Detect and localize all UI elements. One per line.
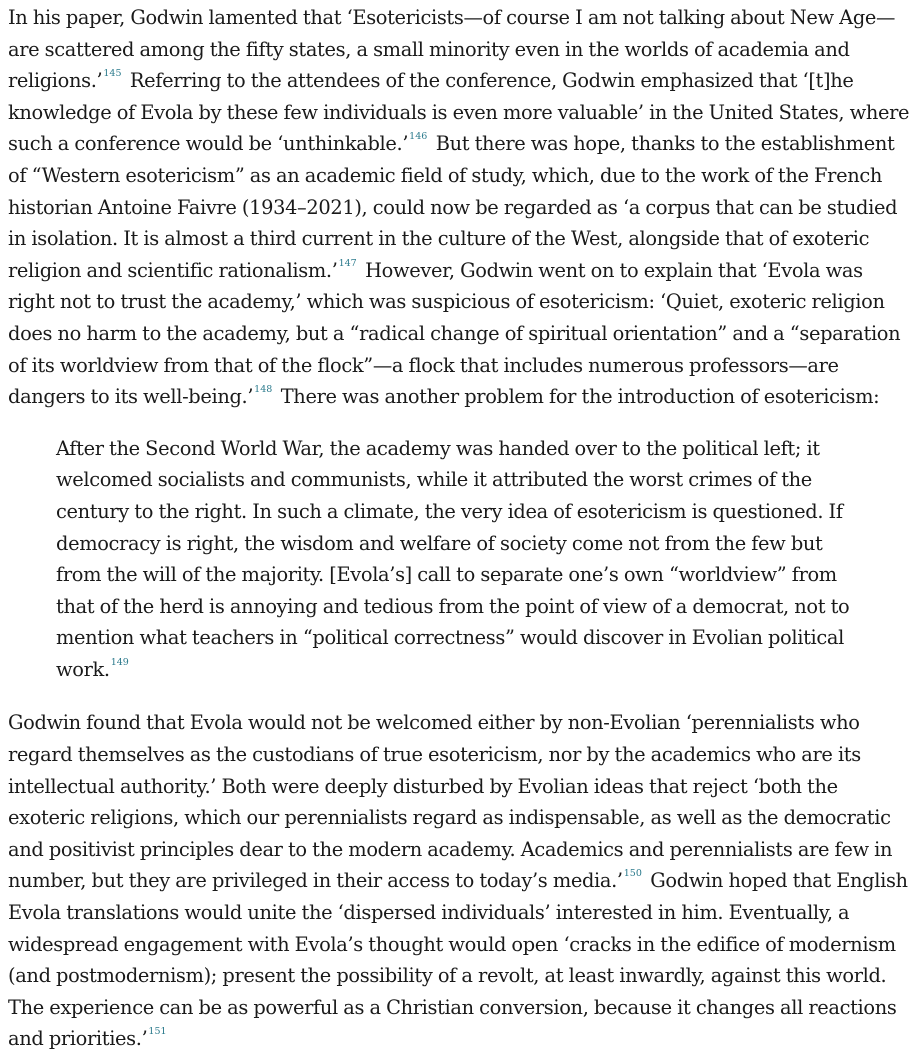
block-quote xyxy=(56,433,852,686)
text-run: In his paper, Godwin lamented that ‘Esotericists—of course I am not talking about New Age—are scattered among the fifty states, a small minority even in the worlds of academia and religions.’ xyxy=(8,6,896,93)
footnote-ref-146[interactable]: 146 xyxy=(409,131,428,143)
footnote-ref-149[interactable]: 149 xyxy=(110,656,129,668)
footnote-ref-148[interactable]: 148 xyxy=(254,384,273,396)
text-run: But there was hope, thanks to the establishment of “Western esotericism” as an academic field of study, which, due to the work of the French historian Antoine Faivre (1934–2021), could now be regarded as ‘a corpus that can be studied in isolation. It is almost a third current in the culture of the West, alongside that of exoteric religion and scientific rationalism.’ xyxy=(8,132,898,282)
text-run: After the Second World War, the academy was handed over to the political left; it welcomed socialists and communists, while it attributed the worst crimes of the century to the right. In such a climate, the very idea of esotericism is questioned. If democracy is right, the wisdom and welfare of society come not from the few but from the will of the majority. [Evola’s] call to separate one’s own “worldview” from that of the herd is annoying and tedious from the point of view of a democrat, not to mention what teachers in “political correctness” would discover in Evolian political work. xyxy=(56,436,850,681)
text-run: Godwin hoped that English Evola translations would unite the ‘dispersed individuals’ interested in him. Eventually, a widespread engagement with Evola’s thought would open ‘cracks in the edifice of modernism (and postmodernism); present the possibility of a revolt, at least inwardly, against this world. The experience can be as powerful as a Christian conversion, because it changes all reactions and priorities.’ xyxy=(8,869,908,1051)
paragraph-closing xyxy=(8,707,912,1055)
text-run: However, Godwin went on to explain that ‘Evola was right not to trust the academy,’ which was suspicious of esotericism: ‘Quiet, exoteric religion does no harm to the academy, but a “radical change of spiritual orientation” and a “separation of its worldview from that of the flock”—a flock that includes numerous professors—are dangers to its well-being.’ xyxy=(8,258,901,409)
footnote-ref-151[interactable]: 151 xyxy=(148,1026,167,1038)
footnote-ref-147[interactable]: 147 xyxy=(338,257,357,269)
paragraph-intro xyxy=(8,0,912,413)
text-run: There was another problem for the introduction of esotericism: xyxy=(275,385,880,409)
text-run: Godwin found that Evola would not be welcomed either by non-Evolian ‘perennialists who regard themselves as the custodians of true esotericism, nor by the academics who are its intellectual authority.’ Both were deeply disturbed by Evolian ideas that reject ‘both the exoteric religions, which our perennialists regard as indispensable, as well as the democratic and positivist principles dear to the modern academy. Academics and perennialists are few in number, but they are privileged in their access to today’s media.’ xyxy=(8,711,893,893)
text-run: Referring to the attendees of the conference, Godwin emphasized that ‘[t]he knowledge of Evola by these few individuals is even more valuable’ in the United States, where such a conference would be ‘unthinkable.’ xyxy=(8,69,910,156)
document-page xyxy=(8,0,912,1055)
footnote-ref-150[interactable]: 150 xyxy=(623,868,642,880)
footnote-ref-145[interactable]: 145 xyxy=(103,68,122,80)
